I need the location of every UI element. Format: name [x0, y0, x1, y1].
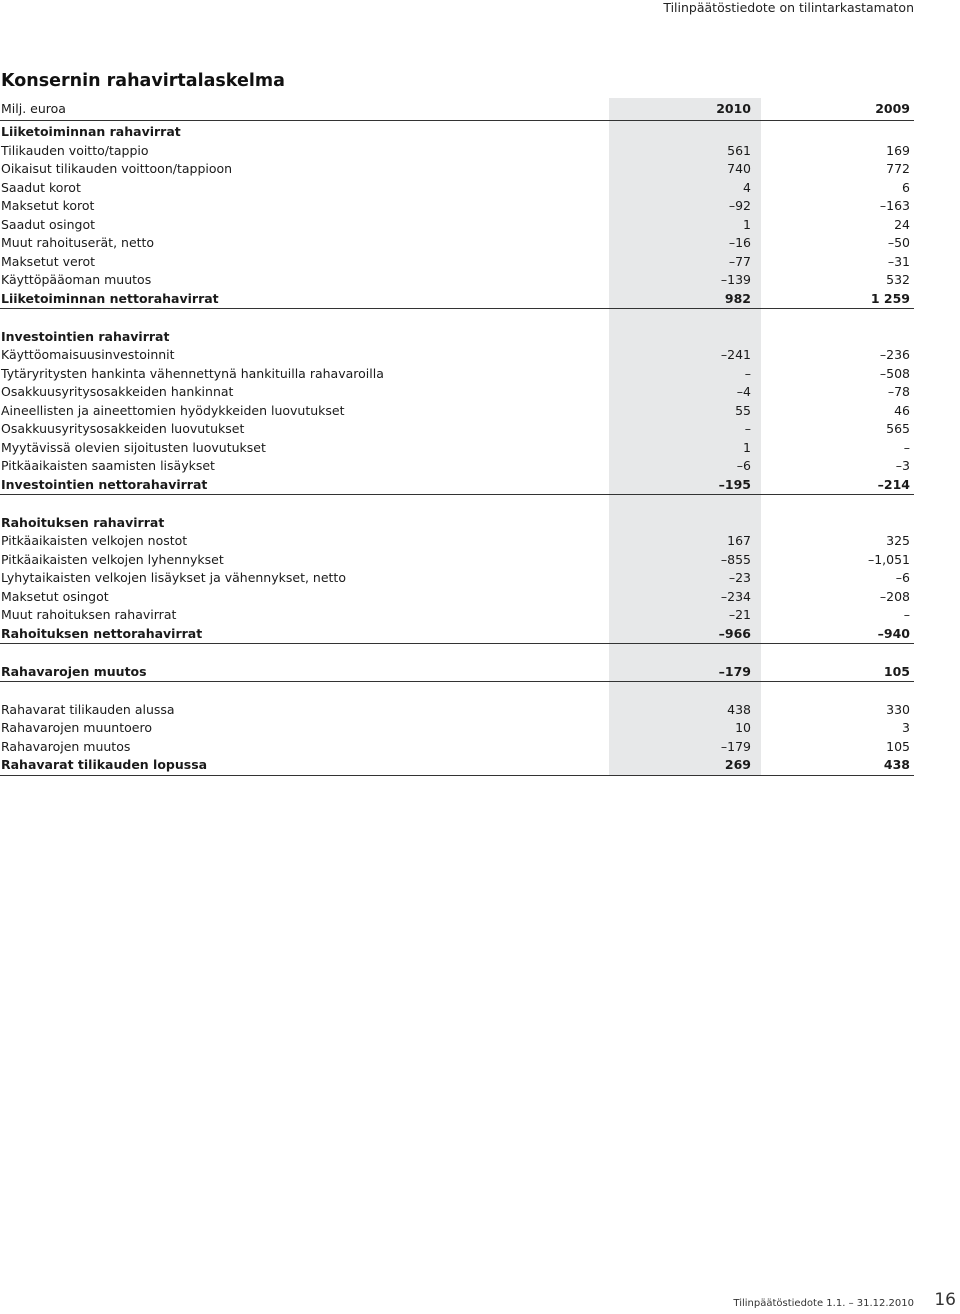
table-row [0, 588, 914, 607]
row-label: Muut rahoituksen rahavirrat [1, 607, 177, 622]
value-2009: 6 [902, 179, 910, 195]
value-2009: 772 [886, 161, 910, 176]
value-2009: –31 [887, 253, 910, 269]
table-row [0, 457, 914, 476]
value-2009: 3 [902, 720, 910, 735]
value-2009: – [903, 439, 910, 455]
table-row [0, 142, 914, 161]
value-2009: –1,051 [867, 551, 910, 567]
value-2009: –3 [895, 458, 910, 473]
table-header-row [0, 98, 914, 121]
table-row [0, 271, 914, 290]
row-label: Pitkäaikaisten velkojen lyhennykset [1, 551, 224, 567]
table-row [0, 346, 914, 365]
value-2010: –92 [728, 198, 751, 213]
table-row [0, 701, 914, 720]
total-row [0, 625, 914, 645]
row-label: Myytävissä olevien sijoitusten luovutukset [1, 439, 266, 455]
row-label: Rahavarat tilikauden alussa [1, 701, 175, 717]
table-row [0, 532, 914, 551]
value-2009: –508 [879, 365, 910, 381]
value-2010: –4 [736, 384, 751, 399]
row-label: Lyhytaikaisten velkojen lisäykset ja vähennykset, netto [1, 570, 346, 585]
value-2009: – [903, 607, 910, 622]
value-2010: –966 [718, 625, 751, 641]
row-label: Tilikauden voitto/tappio [1, 142, 149, 158]
row-label: Maksetut osingot [1, 588, 109, 604]
table-row [0, 719, 914, 738]
table-row [0, 179, 914, 198]
value-2010: –21 [728, 607, 751, 622]
value-2009: 565 [886, 421, 910, 436]
row-label: Saadut osingot [1, 216, 96, 232]
row-label: Maksetut korot [1, 198, 95, 213]
value-2010: – [744, 421, 751, 436]
row-label: Käyttöomaisuusinvestoinnit [1, 347, 175, 362]
table-row [0, 197, 914, 216]
value-2010: 4 [743, 179, 751, 195]
value-2009: –163 [879, 198, 910, 213]
row-label: Rahoituksen rahavirrat [1, 514, 165, 530]
value-2010: 55 [735, 402, 751, 418]
row-label: Pitkäaikaisten saamisten lisäykset [1, 458, 215, 473]
total-row [0, 756, 914, 776]
row-label: Liiketoiminnan nettorahavirrat [1, 290, 219, 306]
table-row [0, 569, 914, 588]
value-2009: 105 [886, 738, 910, 754]
unit-label: Milj. euroa [1, 101, 66, 116]
table-row [0, 253, 914, 272]
value-2009: 330 [886, 701, 910, 717]
document-footer: Tilinpäätöstiedote 1.1. – 31.12.2010 [733, 1298, 914, 1309]
spacer-row [0, 682, 914, 701]
value-2010: –855 [720, 551, 751, 567]
table-row [0, 383, 914, 402]
row-label: Oikaisut tilikauden voittoon/tappioon [1, 161, 233, 176]
value-2010: –179 [720, 738, 751, 754]
page-title: Konsernin rahavirtalaskelma [1, 71, 285, 91]
value-2010: –179 [718, 663, 751, 679]
value-2010: –195 [718, 476, 751, 492]
row-label: Osakkuusyritysosakkeiden hankinnat [1, 384, 234, 399]
section-heading-row [0, 123, 914, 142]
spacer-row [0, 495, 914, 514]
row-label: Rahoituksen nettorahavirrat [1, 625, 203, 641]
value-2010: 982 [724, 290, 751, 306]
total-row [0, 290, 914, 310]
column-header-2009: 2009 [875, 101, 910, 116]
value-2010: 167 [727, 533, 751, 548]
row-label: Maksetut verot [1, 253, 96, 269]
spacer-row [0, 309, 914, 328]
value-2009: 46 [894, 402, 910, 418]
value-2010: –6 [736, 458, 751, 473]
value-2010: –16 [728, 235, 751, 250]
value-2009: –208 [879, 588, 910, 604]
value-2009: 1 259 [870, 290, 910, 306]
value-2009: 325 [886, 533, 910, 548]
row-label: Investointien nettorahavirrat [1, 476, 208, 492]
row-label: Pitkäaikaisten velkojen nostot [1, 533, 188, 548]
value-2010: – [744, 365, 751, 381]
value-2009: 532 [886, 272, 910, 287]
document-header: Tilinpäätöstiedote on tilintarkastamaton [663, 0, 914, 15]
table-row [0, 402, 914, 421]
table-row [0, 365, 914, 384]
table-row [0, 439, 914, 458]
cash-flow-table [0, 98, 914, 776]
value-2009: 438 [883, 757, 910, 772]
value-2009: 24 [894, 216, 910, 232]
row-label: Saadut korot [1, 179, 81, 195]
value-2009: –50 [887, 235, 910, 250]
page-number: 16 [934, 1290, 956, 1310]
row-label: Tytäryritysten hankinta vähennettynä hankituilla rahavaroilla [1, 365, 384, 381]
value-2010: 269 [724, 757, 751, 772]
row-label: Osakkuusyritysosakkeiden luovutukset [1, 421, 245, 436]
value-2010: 10 [735, 720, 751, 735]
row-label: Aineellisten ja aineettomien hyödykkeiden luovutukset [1, 402, 345, 418]
value-2010: –241 [720, 347, 751, 362]
row-label: Investointien rahavirrat [1, 328, 170, 344]
value-2010: 740 [727, 161, 751, 176]
value-2009: –236 [879, 347, 910, 362]
table-body [0, 123, 914, 776]
spacer-row [0, 644, 914, 663]
value-2009: –940 [877, 625, 910, 641]
row-label: Rahavarat tilikauden lopussa [1, 757, 208, 772]
value-2009: –6 [895, 570, 910, 585]
value-2010: –139 [720, 272, 751, 287]
row-label: Rahavarojen muutos [1, 738, 131, 754]
table-row [0, 738, 914, 757]
section-heading-row [0, 514, 914, 533]
table-row [0, 420, 914, 439]
value-2010: 438 [727, 701, 751, 717]
total-row [0, 663, 914, 683]
row-label: Rahavarojen muuntoero [1, 720, 152, 735]
column-header-2010: 2010 [716, 101, 751, 116]
value-2009: 169 [886, 142, 910, 158]
row-label: Liiketoiminnan rahavirrat [1, 124, 181, 139]
row-label: Käyttöpääoman muutos [1, 272, 152, 287]
value-2010: 1 [743, 216, 751, 232]
total-row [0, 476, 914, 496]
value-2009: –214 [877, 476, 910, 492]
value-2010: 1 [743, 439, 751, 455]
value-2010: 561 [727, 142, 751, 158]
table-row [0, 234, 914, 253]
value-2009: 105 [883, 663, 910, 679]
value-2010: –77 [728, 253, 751, 269]
value-2010: –23 [728, 570, 751, 585]
table-row [0, 216, 914, 235]
value-2010: –234 [720, 588, 751, 604]
row-label: Muut rahoituserät, netto [1, 235, 155, 250]
table-row [0, 551, 914, 570]
section-heading-row [0, 328, 914, 347]
table-row [0, 606, 914, 625]
row-label: Rahavarojen muutos [1, 663, 147, 679]
table-row [0, 160, 914, 179]
value-2009: –78 [887, 384, 910, 399]
